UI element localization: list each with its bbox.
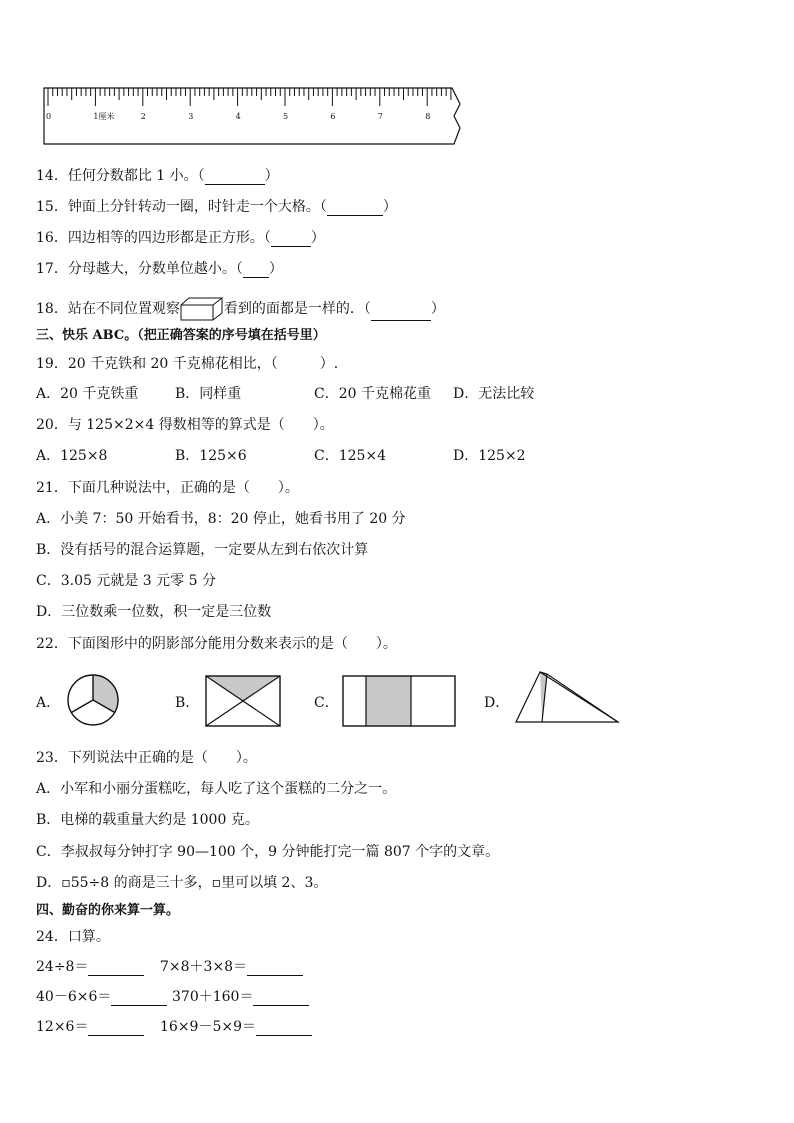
option-a[interactable]: A．20 千克铁重: [36, 386, 139, 402]
option-b-label[interactable]: B．: [175, 695, 200, 711]
ruler-label: 3: [188, 112, 194, 121]
question-16: [36, 229, 325, 247]
ruler-label: 7: [377, 112, 383, 121]
question-24-text: 24．口算。: [36, 929, 110, 945]
question-22-text: 22．下面图形中的阴影部分能用分数来表示的是（ ）。: [36, 636, 397, 652]
answer-blank[interactable]: [111, 991, 167, 1006]
cuboid-figure: [180, 297, 224, 321]
question-15-text: 15．钟面上分针转动一圈，时针走一个大格。（: [36, 199, 327, 215]
option-a[interactable]: A．小军和小丽分蛋糕吃，每人吃了这个蛋糕的二分之一。: [36, 781, 397, 797]
section-3-title: 三、快乐 ABC。（把正确答案的序号填在括号里）: [36, 328, 326, 343]
answer-blank-16[interactable]: [271, 232, 311, 247]
answer-blank-14[interactable]: [205, 170, 265, 185]
question-17-text: 17．分母越大，分数单位越小。（: [36, 261, 243, 277]
option-d[interactable]: D．三位数乘一位数，积一定是三位数: [36, 604, 272, 620]
calc-item: [160, 1018, 312, 1036]
paren-close: ）: [310, 230, 325, 246]
answer-blank[interactable]: [247, 961, 303, 976]
calc-expression: 7×8＋3×8＝: [160, 959, 248, 975]
option-d[interactable]: D．无法比较: [453, 386, 535, 402]
paren-close: ）: [264, 168, 279, 184]
option-c-label[interactable]: C．: [314, 695, 339, 711]
answer-blank-17[interactable]: [243, 263, 269, 278]
question-18-text-before: 18．站在不同位置观察: [36, 301, 180, 317]
section-4-title: 四、勤奋的你来算一算。: [36, 903, 180, 918]
calc-expression: 24÷8＝: [36, 959, 89, 975]
ruler-label: 0: [46, 112, 52, 121]
circle-thirds-figure[interactable]: [66, 673, 120, 727]
rectangle-diagonals-figure[interactable]: [205, 675, 281, 727]
option-b[interactable]: B．125×6: [175, 448, 247, 464]
question-19-text: 19．20 千克铁和 20 千克棉花相比，（ ）.: [36, 356, 339, 372]
question-18-text-after: 看到的面都是一样的．（: [223, 301, 371, 317]
question-18: [36, 297, 445, 321]
calc-expression: 12×6＝: [36, 1019, 89, 1035]
question-15: [36, 198, 397, 216]
question-14-text: 14．任何分数都比 1 小。（: [36, 168, 205, 184]
calc-item: [172, 988, 309, 1006]
question-14: [36, 167, 279, 185]
question-17: [36, 260, 283, 278]
question-16-text: 16．四边相等的四边形都是正方形。（: [36, 230, 271, 246]
calc-expression: 16×9－5×9＝: [160, 1019, 256, 1035]
option-b[interactable]: B．电梯的载重量大约是 1000 克。: [36, 812, 259, 828]
question-23-text: 23．下列说法中正确的是（ ）。: [36, 750, 257, 766]
answer-blank[interactable]: [88, 1021, 144, 1036]
ruler-label: 2: [140, 112, 146, 121]
answer-blank-15[interactable]: [327, 201, 383, 216]
option-d-label[interactable]: D．: [484, 695, 510, 711]
question-20-text: 20．与 125×2×4 得数相等的算式是（ ）。: [36, 417, 334, 433]
calc-expression: 40－6×6＝: [36, 989, 112, 1005]
calc-item: [36, 988, 167, 1006]
option-c[interactable]: C．李叔叔每分钟打字 90—100 个，9 分钟能打完一篇 807 个字的文章。: [36, 844, 500, 860]
ruler-label: 5: [283, 112, 289, 121]
ruler-figure: [42, 86, 482, 146]
question-21-text: 21．下面几种说法中，正确的是（ ）。: [36, 480, 299, 496]
calc-item: [160, 958, 303, 976]
calc-item: [36, 1018, 144, 1036]
answer-blank-18[interactable]: [371, 306, 431, 321]
ruler-label: 1厘米: [93, 112, 115, 121]
option-a[interactable]: A．125×8: [36, 448, 108, 464]
option-b[interactable]: B．同样重: [175, 386, 242, 402]
option-d[interactable]: D．125×2: [453, 448, 526, 464]
answer-blank[interactable]: [88, 961, 144, 976]
paren-close: ）: [382, 199, 397, 215]
paren-close: ）: [430, 301, 445, 317]
paren-close: ）: [268, 261, 283, 277]
ruler-label: 8: [425, 112, 431, 121]
option-a-label[interactable]: A．: [36, 695, 61, 711]
triangle-figure[interactable]: [514, 670, 622, 726]
ruler-label: 6: [330, 112, 336, 121]
answer-blank[interactable]: [256, 1021, 312, 1036]
answer-blank[interactable]: [253, 991, 309, 1006]
option-c[interactable]: C．3.05 元就是 3 元零 5 分: [36, 573, 216, 589]
rectangle-strips-figure[interactable]: [342, 675, 456, 727]
option-c[interactable]: C．20 千克棉花重: [314, 386, 431, 402]
calc-expression: 370＋160＝: [172, 989, 254, 1005]
ruler-label: 4: [235, 112, 241, 121]
option-b[interactable]: B．没有括号的混合运算题，一定要从左到右依次计算: [36, 542, 369, 558]
calc-item: [36, 958, 144, 976]
option-a[interactable]: A．小美 7：50 开始看书，8：20 停止，她看书用了 20 分: [36, 511, 406, 527]
option-d[interactable]: D．▫55÷8 的商是三十多，▫里可以填 2、3。: [36, 875, 328, 891]
option-c[interactable]: C．125×4: [314, 448, 387, 464]
